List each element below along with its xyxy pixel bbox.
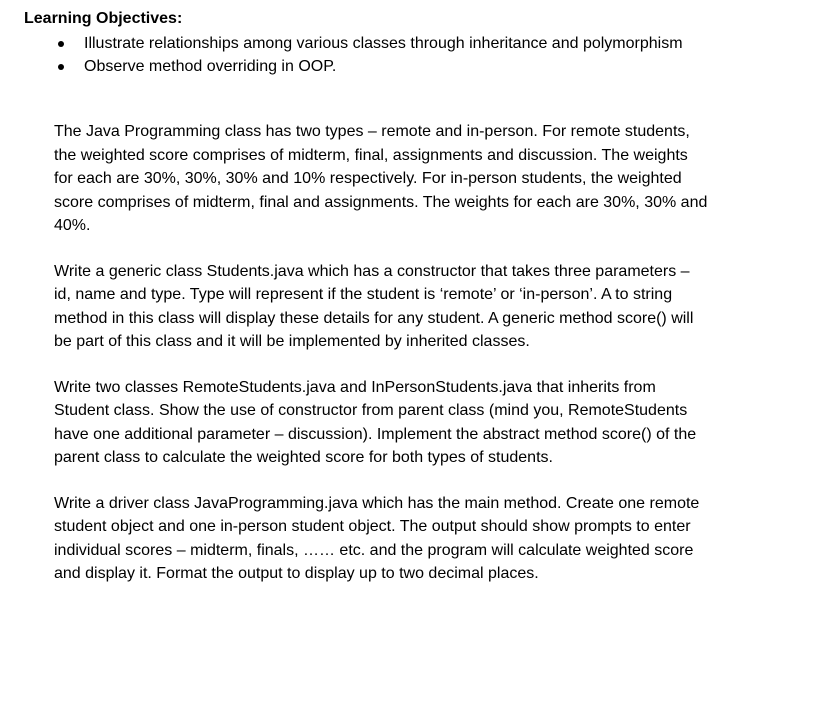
objective-text: Observe method overriding in OOP. bbox=[84, 58, 337, 75]
learning-objectives-heading: Learning Objectives: bbox=[24, 10, 183, 27]
bullet-icon bbox=[58, 41, 64, 47]
paragraph-inherited-classes bbox=[54, 376, 794, 470]
paragraph-line: Student class. Show the use of constructor from parent class (mind you, RemoteStudents bbox=[54, 402, 688, 419]
objectives-list bbox=[24, 32, 803, 78]
paragraph-line: and display it. Format the output to display up to two decimal places. bbox=[54, 565, 539, 582]
paragraph-line: parent class to calculate the weighted score for both types of students. bbox=[54, 449, 553, 466]
paragraph-students-class bbox=[54, 260, 794, 354]
bullet-icon bbox=[58, 64, 64, 70]
paragraph-line: score comprises of midterm, final and assignments. The weights for each are 30%, 30% and bbox=[54, 193, 708, 211]
paragraph-line: The Java Programming class has two types – remote and in-person. For remote students, bbox=[54, 123, 690, 140]
paragraph-line: the weighted score comprises of midterm, final, assignments and discussion. The weights bbox=[54, 146, 688, 164]
paragraph-line: be part of this class and it will be implemented by inherited classes. bbox=[54, 333, 530, 350]
paragraph-line: student object and one in-person student object. The output should show prompts to enter bbox=[54, 518, 691, 535]
paragraph-driver-class bbox=[54, 492, 794, 586]
paragraph-line: Write two classes RemoteStudents.java and InPersonStudents.java that inherits from bbox=[54, 378, 656, 396]
paragraph-line: method in this class will display these details for any student. A generic method score() will bbox=[54, 309, 694, 327]
paragraph-line: have one additional parameter – discussion). Implement the abstract method score() of the bbox=[54, 425, 697, 443]
assignment-body bbox=[24, 120, 794, 586]
objective-text: Illustrate relationships among various classes through inheritance and polymorphism bbox=[84, 35, 683, 52]
objective-item bbox=[58, 32, 803, 55]
paragraph-line: 40%. bbox=[54, 217, 91, 234]
paragraph-class-types bbox=[54, 120, 794, 238]
paragraph-line: individual scores – midterm, finals, …… etc. and the program will calculate weighted score bbox=[54, 541, 694, 559]
objective-item bbox=[58, 55, 803, 78]
paragraph-line: id, name and type. Type will represent if the student is ‘remote’ or ‘in-person’. A to string bbox=[54, 286, 673, 303]
paragraph-line: for each are 30%, 30%, 30% and 10% respectively. For in-person students, the weighted bbox=[54, 170, 682, 187]
paragraph-line: Write a driver class JavaProgramming.java which has the main method. Create one remote bbox=[54, 494, 700, 512]
paragraph-line: Write a generic class Students.java which has a constructor that takes three parameters – bbox=[54, 262, 690, 280]
